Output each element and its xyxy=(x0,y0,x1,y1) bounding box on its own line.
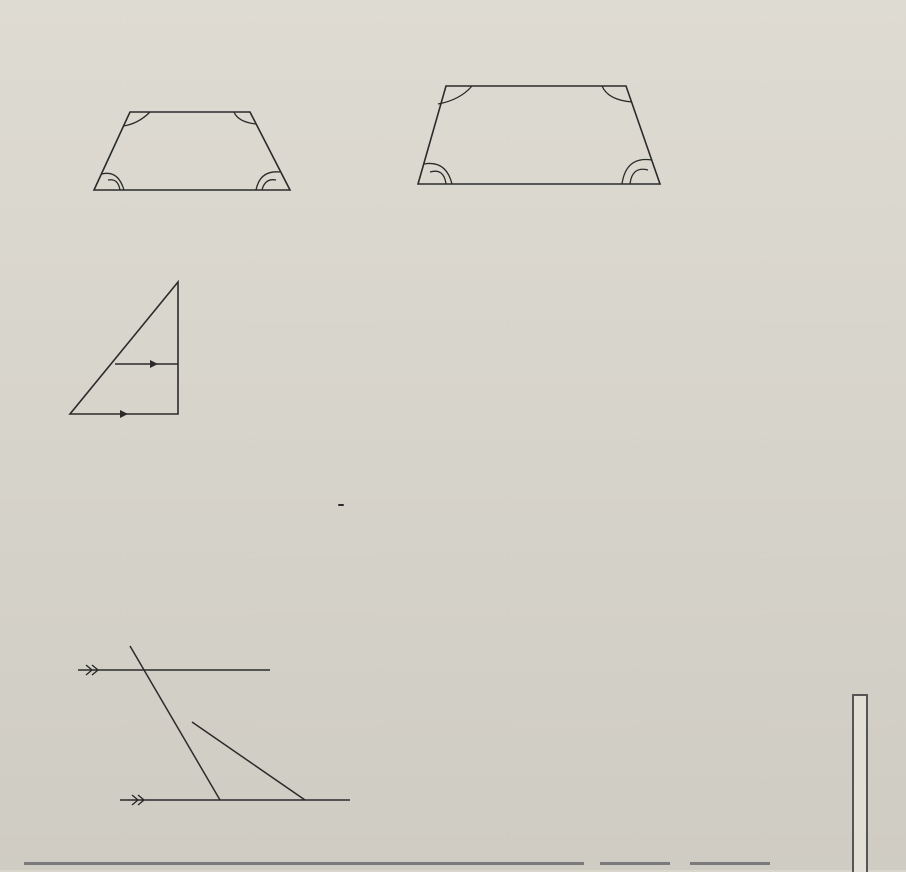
trapezoid-abcd-figure xyxy=(60,90,350,215)
spiral-binding-right xyxy=(832,20,872,720)
hots-badge xyxy=(338,504,344,506)
q3-item-e xyxy=(338,493,344,510)
triangle-pqr-figure xyxy=(60,262,230,442)
bottom-edge-line-3 xyxy=(690,862,770,865)
page-edge-bar xyxy=(852,694,868,872)
bottom-edge-line xyxy=(24,862,584,865)
parallel-lines-figure xyxy=(60,640,360,815)
spiral-binding-top xyxy=(0,0,906,50)
trapezoid-efgh-figure xyxy=(360,60,700,210)
bottom-edge-line-2 xyxy=(600,862,670,865)
